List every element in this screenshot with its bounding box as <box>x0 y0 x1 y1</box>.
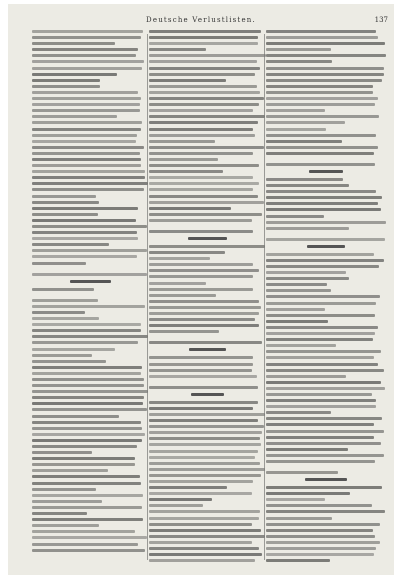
text-line <box>32 506 142 509</box>
text-line <box>266 97 378 100</box>
text-line <box>32 146 144 149</box>
text-line <box>32 445 137 448</box>
text-column-left <box>32 30 149 570</box>
text-line <box>266 283 327 286</box>
text-line <box>266 559 330 562</box>
text-line <box>32 134 137 137</box>
text-line <box>149 275 253 278</box>
text-line <box>266 517 332 520</box>
text-line <box>149 480 253 483</box>
text-line <box>32 317 99 320</box>
text-line <box>149 251 225 254</box>
text-line <box>266 184 349 187</box>
text-line <box>266 60 332 63</box>
text-line <box>149 134 255 137</box>
text-line <box>149 553 262 556</box>
text-line <box>149 97 264 100</box>
text-line <box>266 289 331 292</box>
text-line <box>266 320 328 323</box>
text-line <box>149 306 261 309</box>
text-line <box>149 341 262 344</box>
text-line <box>266 356 374 359</box>
text-line <box>32 469 108 472</box>
text-line <box>266 436 374 439</box>
text-line <box>32 390 148 393</box>
text-line <box>149 42 258 45</box>
text-line <box>266 54 386 57</box>
text-line <box>266 253 374 256</box>
text-line <box>149 109 253 112</box>
text-line <box>266 221 386 224</box>
text-line <box>32 524 99 527</box>
text-line <box>149 535 265 538</box>
text-line <box>32 225 147 228</box>
text-line <box>266 338 373 341</box>
text-line <box>149 443 261 446</box>
text-line <box>266 460 375 463</box>
section-heading-line <box>191 393 224 396</box>
text-line <box>266 498 325 501</box>
text-line <box>149 547 259 550</box>
text-line <box>32 311 85 314</box>
text-line <box>266 48 331 51</box>
text-line <box>149 67 260 70</box>
text-line <box>266 302 376 305</box>
text-line <box>149 213 262 216</box>
text-line <box>32 475 140 478</box>
text-line <box>266 350 381 353</box>
text-line <box>266 277 349 280</box>
text-line <box>32 115 117 118</box>
text-line <box>266 42 385 45</box>
text-line <box>149 407 253 410</box>
text-line <box>32 348 115 351</box>
text-line <box>149 85 257 88</box>
text-line <box>32 518 143 521</box>
text-line <box>149 425 264 428</box>
text-line <box>266 79 382 82</box>
text-line <box>266 405 376 408</box>
text-line <box>32 170 145 173</box>
text-line <box>149 437 260 440</box>
text-line <box>32 329 141 332</box>
section-heading-line <box>189 348 225 351</box>
text-line <box>32 482 141 485</box>
text-line <box>149 356 253 359</box>
line-gap <box>32 268 149 273</box>
text-line <box>266 375 346 378</box>
text-line <box>32 109 140 112</box>
text-line <box>32 207 138 210</box>
text-line <box>266 128 326 131</box>
text-line <box>149 146 264 149</box>
text-line <box>32 60 144 63</box>
text-line <box>32 494 143 497</box>
text-line <box>32 121 142 124</box>
text-line <box>149 245 265 248</box>
text-column-right <box>266 30 386 570</box>
text-line <box>32 255 137 258</box>
text-line <box>32 335 148 338</box>
text-line <box>32 439 142 442</box>
text-line <box>32 176 145 179</box>
text-line <box>149 468 265 471</box>
text-line <box>266 504 372 507</box>
text-line <box>149 158 218 161</box>
text-line <box>266 115 379 118</box>
text-line <box>149 523 252 526</box>
text-line <box>149 103 259 106</box>
text-line <box>266 265 379 268</box>
text-line <box>266 196 382 199</box>
text-line <box>266 523 380 526</box>
text-line <box>32 427 142 430</box>
text-line <box>266 208 381 211</box>
text-line <box>266 510 385 513</box>
text-line <box>32 243 109 246</box>
text-line <box>149 54 266 57</box>
text-line <box>32 195 96 198</box>
text-line <box>266 393 372 396</box>
text-line <box>32 188 144 191</box>
text-line <box>266 344 336 347</box>
text-line <box>149 529 261 532</box>
text-line <box>149 401 258 404</box>
text-line <box>32 378 144 381</box>
text-line <box>149 207 231 210</box>
text-line <box>149 36 258 39</box>
text-line <box>266 399 376 402</box>
text-line <box>149 510 260 513</box>
text-line <box>266 30 376 33</box>
text-line <box>32 305 145 308</box>
text-line <box>266 91 373 94</box>
text-line <box>32 237 138 240</box>
text-line <box>32 231 137 234</box>
page-number: 137 <box>374 16 388 24</box>
text-line <box>266 332 375 335</box>
text-line <box>266 103 375 106</box>
text-line <box>149 419 258 422</box>
text-line <box>266 163 375 166</box>
text-line <box>266 442 381 445</box>
text-line <box>266 369 384 372</box>
text-column-middle <box>149 30 266 570</box>
text-line <box>149 559 255 562</box>
text-line <box>32 463 135 466</box>
text-line <box>149 176 253 179</box>
text-line <box>32 530 135 533</box>
text-line <box>32 36 141 39</box>
text-line <box>266 36 378 39</box>
text-line <box>266 547 376 550</box>
text-line <box>32 354 92 357</box>
text-line <box>32 164 141 167</box>
text-line <box>149 182 259 185</box>
text-line <box>32 299 98 302</box>
text-line <box>149 462 260 465</box>
text-line <box>149 79 226 82</box>
text-line <box>149 486 227 489</box>
text-line <box>149 288 253 291</box>
text-line <box>32 360 106 363</box>
text-line <box>32 341 138 344</box>
section-heading-line <box>307 245 344 248</box>
text-line <box>266 387 385 390</box>
section-heading-line <box>305 478 347 481</box>
text-line <box>149 312 259 315</box>
text-line <box>266 363 378 366</box>
text-line <box>149 128 253 131</box>
text-line <box>32 372 141 375</box>
text-line <box>266 492 350 495</box>
text-line <box>149 188 253 191</box>
text-line <box>32 488 96 491</box>
text-line <box>266 486 382 489</box>
text-line <box>32 201 99 204</box>
section-heading-line <box>70 280 111 283</box>
text-line <box>32 536 147 539</box>
text-line <box>149 324 259 327</box>
text-line <box>32 288 94 291</box>
text-line <box>149 164 259 167</box>
text-line <box>32 152 140 155</box>
text-line <box>266 423 374 426</box>
section-heading-line <box>309 170 344 173</box>
text-line <box>32 91 138 94</box>
text-line <box>149 504 203 507</box>
text-line <box>266 178 343 181</box>
text-line <box>266 227 349 230</box>
text-line <box>32 457 135 460</box>
text-line <box>149 73 255 76</box>
text-line <box>266 314 375 317</box>
text-line <box>266 190 376 193</box>
text-line <box>32 262 86 265</box>
text-line <box>266 381 381 384</box>
text-line <box>266 271 346 274</box>
text-line <box>32 54 136 57</box>
text-line <box>266 471 338 474</box>
text-line <box>266 215 324 218</box>
text-line <box>266 238 385 241</box>
text-line <box>149 219 252 222</box>
text-line <box>32 549 145 552</box>
text-line <box>266 152 374 155</box>
text-line <box>149 257 210 260</box>
text-line <box>266 411 331 414</box>
text-line <box>32 384 144 387</box>
text-line <box>32 182 148 185</box>
text-line <box>32 213 98 216</box>
text-line <box>32 421 141 424</box>
text-line <box>32 273 147 276</box>
text-line <box>149 269 259 272</box>
text-line <box>32 408 147 411</box>
text-line <box>266 134 376 137</box>
text-line <box>149 300 259 303</box>
text-line <box>266 259 384 262</box>
text-line <box>32 396 144 399</box>
text-line <box>149 363 253 366</box>
text-line <box>266 85 373 88</box>
text-line <box>266 109 325 112</box>
text-line <box>149 517 259 520</box>
text-line <box>149 492 252 495</box>
text-line <box>149 152 253 155</box>
text-line <box>266 121 345 124</box>
text-line <box>266 146 378 149</box>
text-line <box>32 543 138 546</box>
text-line <box>149 48 206 51</box>
text-line <box>32 85 100 88</box>
text-line <box>32 500 102 503</box>
text-line <box>266 140 342 143</box>
text-line <box>149 375 257 378</box>
text-line <box>32 366 142 369</box>
text-line <box>32 73 117 76</box>
running-head: Deutsche Verlustlisten. <box>146 16 256 24</box>
text-line <box>266 430 384 433</box>
text-line <box>32 451 92 454</box>
text-line <box>149 60 257 63</box>
text-line <box>149 263 253 266</box>
text-line <box>32 103 140 106</box>
text-line <box>149 541 252 544</box>
text-line <box>149 115 265 118</box>
text-line <box>266 308 325 311</box>
text-line <box>32 433 145 436</box>
text-line <box>149 230 253 233</box>
section-heading-line <box>188 237 227 240</box>
text-line <box>32 30 143 33</box>
text-line <box>149 498 212 501</box>
text-line <box>266 553 374 556</box>
text-line <box>149 386 258 389</box>
text-line <box>266 73 384 76</box>
text-line <box>149 330 219 333</box>
text-line <box>266 448 348 451</box>
text-line <box>149 318 255 321</box>
text-line <box>32 158 141 161</box>
text-line <box>32 79 100 82</box>
text-line <box>266 202 378 205</box>
text-line <box>149 201 264 204</box>
text-line <box>149 170 223 173</box>
text-line <box>149 369 252 372</box>
newspaper-page <box>8 4 394 575</box>
text-line <box>149 431 262 434</box>
text-line <box>266 67 384 70</box>
text-line <box>32 42 115 45</box>
text-line <box>32 323 141 326</box>
text-line <box>32 512 87 515</box>
text-line <box>266 417 382 420</box>
text-line <box>32 140 136 143</box>
text-line <box>266 535 375 538</box>
text-line <box>149 30 261 33</box>
text-line <box>266 541 380 544</box>
text-line <box>32 48 138 51</box>
text-line <box>266 295 380 298</box>
text-line <box>32 219 136 222</box>
text-line <box>266 326 378 329</box>
text-line <box>149 413 265 416</box>
text-line <box>32 249 147 252</box>
text-line <box>32 415 119 418</box>
text-line <box>149 474 261 477</box>
text-line <box>266 529 373 532</box>
text-line <box>32 67 142 70</box>
text-line <box>32 402 143 405</box>
text-line <box>149 456 255 459</box>
text-line <box>32 97 141 100</box>
text-line <box>32 128 141 131</box>
text-line <box>149 121 258 124</box>
text-line <box>149 140 215 143</box>
text-line <box>266 454 384 457</box>
text-line <box>149 282 206 285</box>
text-line <box>149 450 258 453</box>
text-line <box>149 91 260 94</box>
text-line <box>149 294 216 297</box>
text-line <box>149 195 258 198</box>
